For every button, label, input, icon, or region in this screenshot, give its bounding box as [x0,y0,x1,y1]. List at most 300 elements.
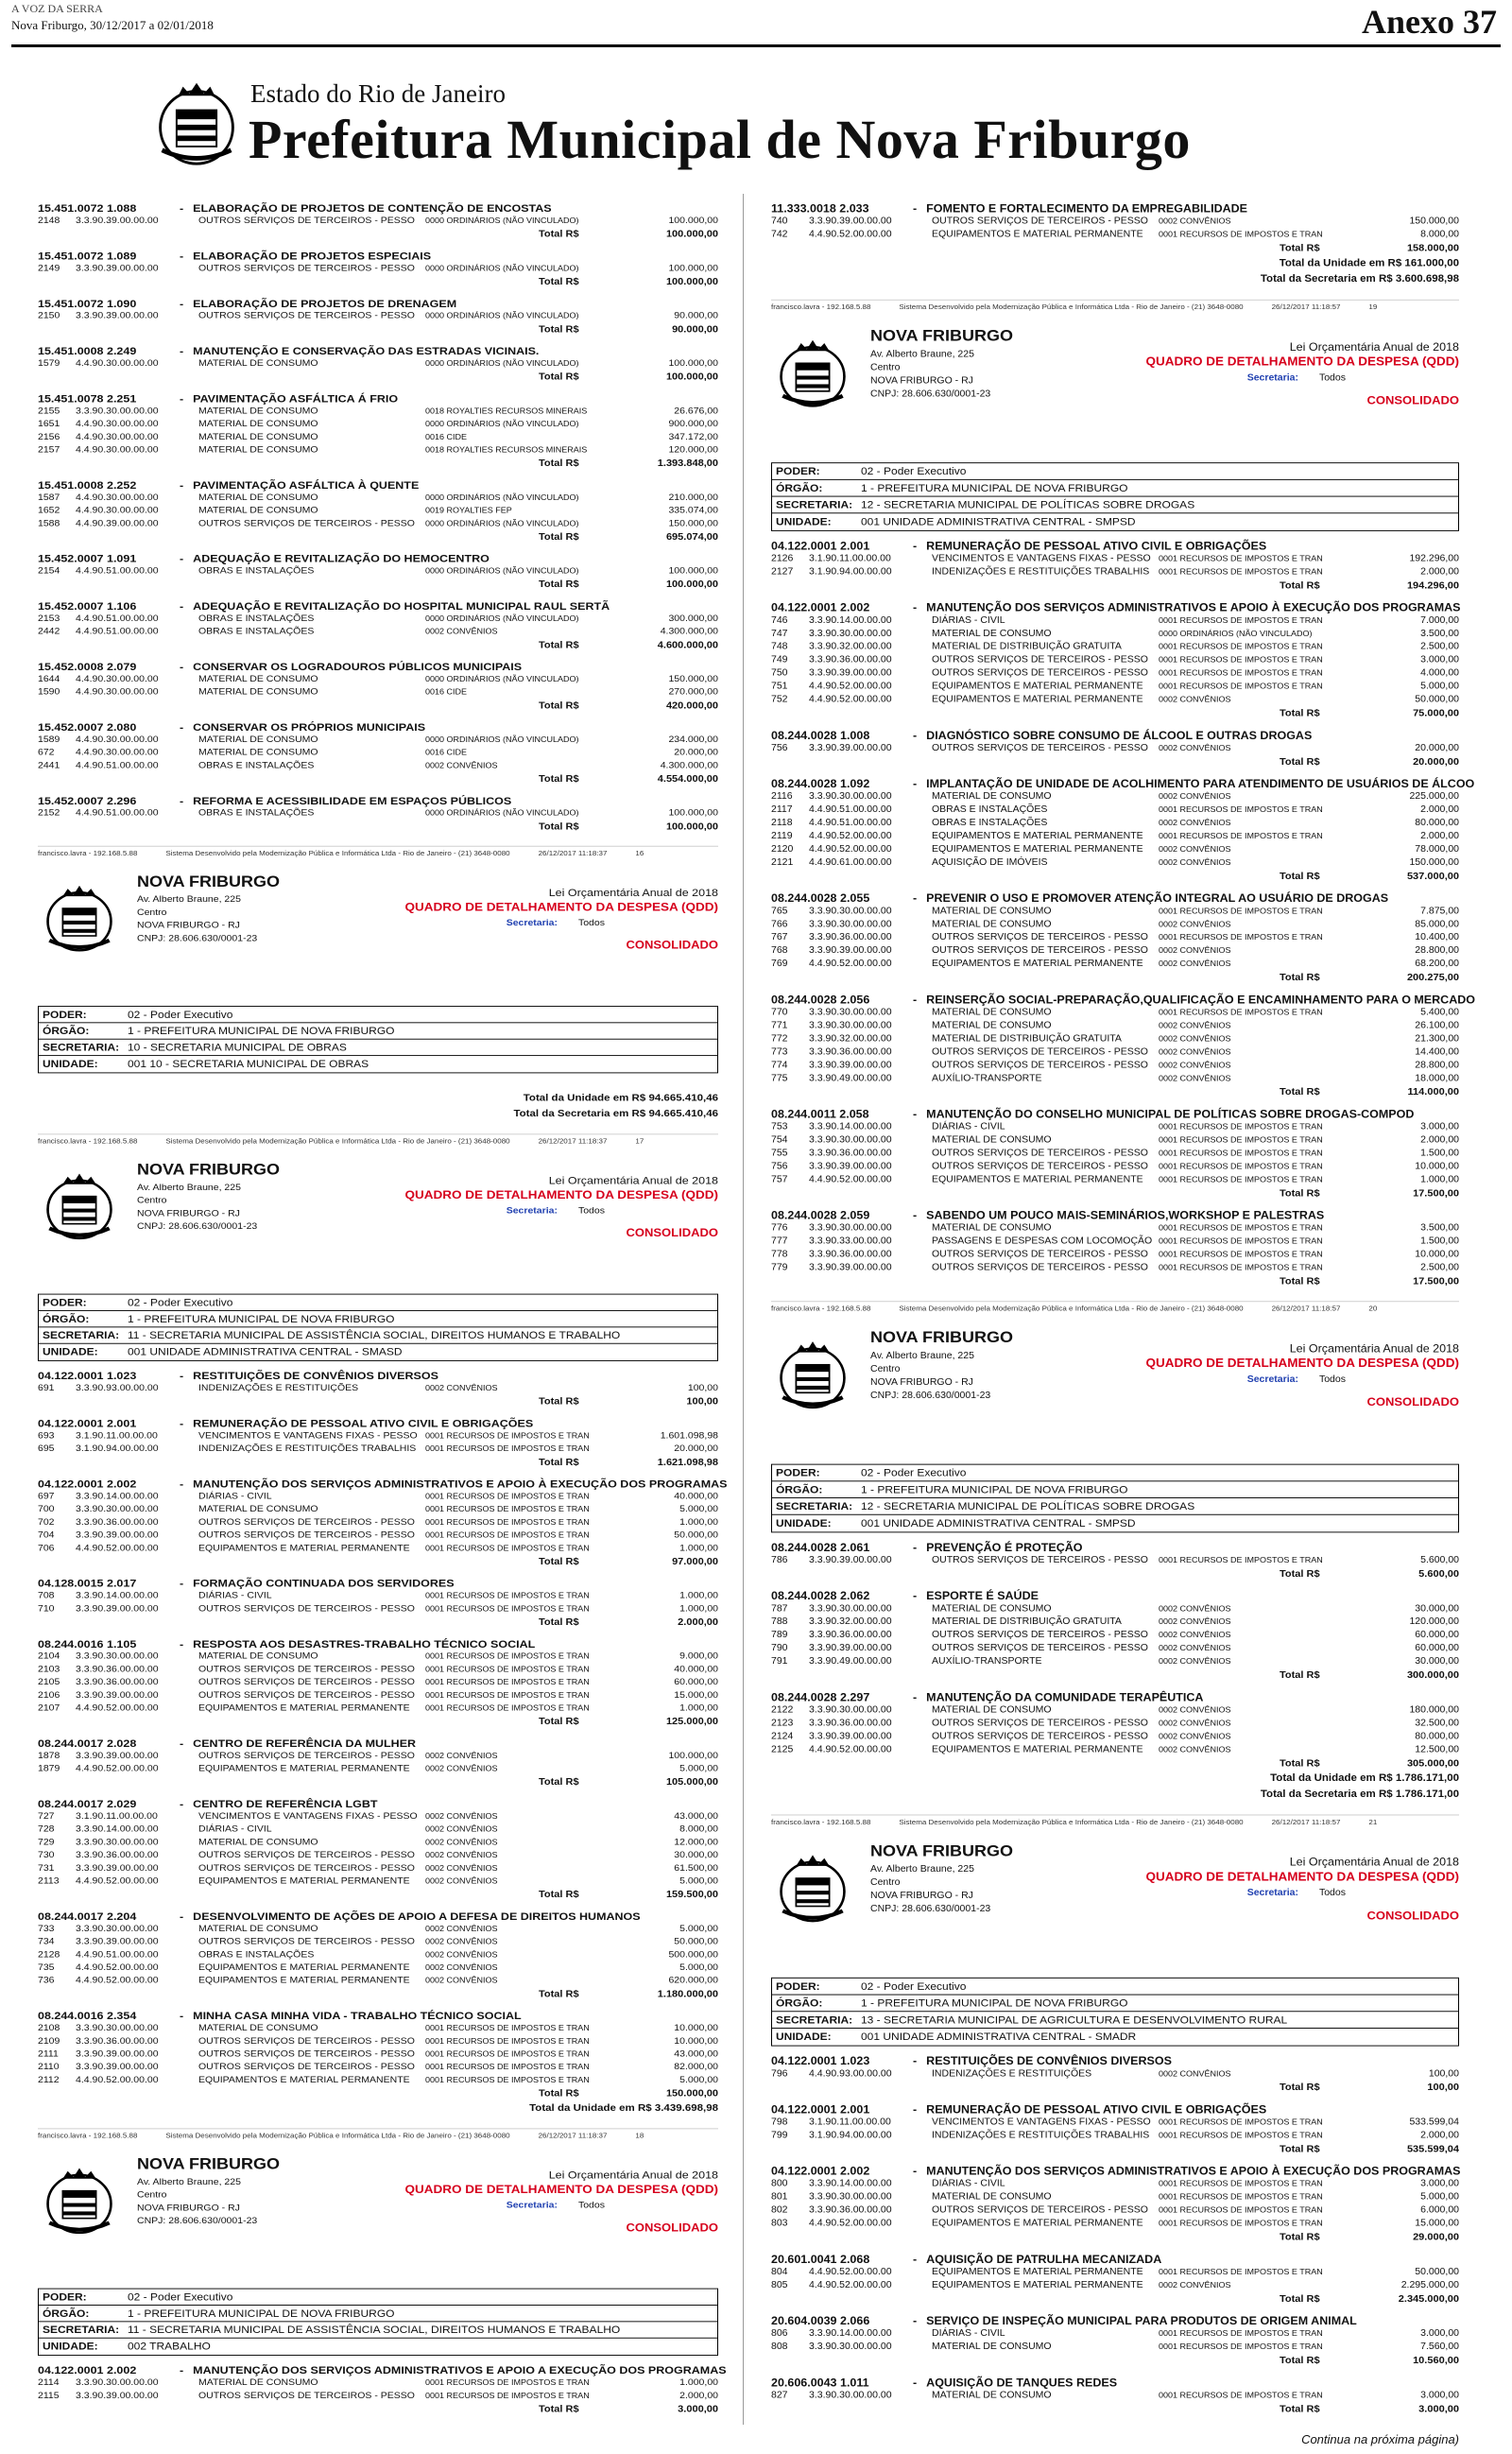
natureza-desc: DIÁRIAS - CIVIL [198,1823,272,1835]
natureza-desc: EQUIPAMENTOS E MATERIAL PERMANENTE [932,694,1143,705]
total-value: 2.000,00 [678,1616,718,1628]
total-value: 20.000,00 [1413,756,1459,768]
row-id: 777 [771,1236,788,1247]
row-id: 786 [771,1554,788,1565]
footer-date: 26/12/2017 11:18:37 [538,1137,608,1146]
field-value: 001 UNIDADE ADMINISTRATIVA CENTRAL - SMPSD [861,515,1136,528]
lei-title: Lei Orçamentária Anual de 2018 [548,886,718,899]
natureza-code: 4.4.90.52.00.00.00 [809,1174,892,1185]
natureza-desc: MATERIAL DE CONSUMO [198,1650,318,1662]
total-value: 2.345.000,00 [1398,2293,1459,2305]
natureza-desc: OUTROS SERVIÇOS DE TERCEIROS - PESSO [198,2035,415,2047]
table-row [771,817,1459,830]
fonte-recurso: 0001 RECURSOS DE IMPOSTOS E TRAN [1159,567,1323,577]
table-row [38,1875,718,1888]
table-row [771,1006,1459,1019]
action-separator: - [913,2376,918,2390]
fonte-recurso: 0002 CONVÊNIOS [425,761,498,770]
natureza-desc: OUTROS SERVIÇOS DE TERCEIROS - PESSO [198,1529,415,1541]
fonte-recurso: 0002 CONVÊNIOS [425,1949,498,1960]
total-label: Total R$ [539,229,579,240]
natureza-code: 4.4.90.52.00.00.00 [76,1543,159,1554]
valor: 7.000,00 [1420,614,1459,626]
row-id: 2111 [38,2048,59,2060]
fonte-recurso: 0002 CONVÊNIOS [1159,1744,1231,1754]
table-row [771,1730,1459,1743]
fonte-recurso: 0001 RECURSOS DE IMPOSTOS E TRAN [425,1431,590,1441]
address-line: Av. Alberto Braune, 225 [137,2176,241,2187]
district: Centro [137,2189,167,2201]
valor: 5.000,00 [679,2074,718,2085]
row-id: 740 [771,216,788,227]
row-id: 756 [771,742,788,753]
prefeitura-title: Prefeitura Municipal de Nova Friburgo [249,109,1191,170]
valor: 150.000,00 [1409,856,1459,868]
table-row [771,804,1459,817]
action-title: MANUTENÇÃO DOS SERVIÇOS ADMINISTRATIVOS E APOIO À EXECUÇÃO DOS PROGRAMAS [193,1478,728,1491]
valor: 5.400,00 [1420,1007,1459,1018]
row-id: 2110 [38,2061,60,2072]
valor: 8.000,00 [1420,229,1459,240]
field-value: 1 - PREFEITURA MUNICIPAL DE NOVA FRIBURGO [128,1025,395,1037]
table-row [38,1516,718,1529]
natureza-code: 4.4.90.52.00.00.00 [76,1961,159,1973]
city: NOVA FRIBURGO - RJ [137,1208,240,1219]
action-title: REFORMA E ACESSIBILIDADE EM ESPAÇOS PÚBLICOS [193,794,512,807]
row-id: 2149 [38,263,60,274]
action-title: AQUISIÇÃO DE PATRULHA MECANIZADA [926,2253,1162,2266]
qdd-title: QUADRO DE DETALHAMENTO DA DESPESA (QDD) [404,2183,718,2196]
action-title: FOMENTO E FORTALECIMENTO DA EMPREGABILIDADE [926,202,1247,216]
table-row [38,564,718,578]
fonte-recurso: 0001 RECURSOS DE IMPOSTOS E TRAN [425,1504,590,1513]
table-row [38,2390,718,2403]
action-total [771,2292,1459,2307]
consolidado-label: CONSOLIDADO [626,1226,718,1239]
valor: 100.000,00 [668,1750,718,1761]
valor: 18.000,00 [1415,1072,1459,1084]
natureza-code: 4.4.90.51.00.00.00 [76,760,159,771]
total-value: 300.000,00 [1406,1669,1459,1681]
natureza-desc: OUTROS SERVIÇOS DE TERCEIROS - PESSO [932,944,1148,957]
poder-line [772,463,1458,480]
field-label: PODER: [776,1979,820,1993]
action-total [38,1456,718,1470]
natureza-code: 3.3.90.36.00.00.00 [809,931,892,943]
row-id: 697 [38,1491,55,1502]
natureza-desc: EQUIPAMENTOS E MATERIAL PERMANENTE [932,830,1143,841]
action-header [771,892,1459,905]
fonte-recurso: 0001 RECURSOS DE IMPOSTOS E TRAN [1159,2192,1323,2202]
right-column [771,194,1475,2416]
action-header [38,1638,718,1650]
valor: 50.000,00 [674,1529,718,1541]
table-row [771,2116,1459,2129]
entity-address [870,348,990,401]
org-info-box [771,462,1459,531]
table-row [38,310,718,323]
natureza-code: 3.3.90.14.00.00.00 [809,1121,892,1132]
total-label: Total R$ [1280,2232,1320,2243]
valor: 150.000,00 [1409,216,1459,227]
valor: 2.000,00 [1420,566,1459,578]
left-column [38,194,728,2416]
valor: 100.000,00 [668,215,718,226]
natureza-desc: EQUIPAMENTOS E MATERIAL PERMANENTE [932,2279,1143,2290]
row-id: 2127 [771,566,794,578]
fonte-recurso: 0001 RECURSOS DE IMPOSTOS E TRAN [1159,1223,1323,1233]
action-header [38,1737,718,1750]
natureza-desc: OBRAS E INSTALAÇÕES [198,626,315,637]
action-title: MINHA CASA MINHA VIDA - TRABALHO TÉCNICO SOCIAL [193,2010,522,2022]
fonte-recurso: 0001 RECURSOS DE IMPOSTOS E TRAN [1159,2390,1323,2400]
natureza-code: 3.3.90.39.00.00.00 [76,215,159,226]
natureza-desc: VENCIMENTOS E VANTAGENS FIXAS - PESSO [198,1430,418,1442]
row-id: 791 [771,1655,788,1667]
qdd-header [38,2155,718,2285]
fonte-recurso: 0000 ORDINÁRIOS (NÃO VINCULADO) [425,614,579,623]
natureza-desc: EQUIPAMENTOS E MATERIAL PERMANENTE [198,1543,410,1554]
table-row [38,215,718,228]
table-row [771,666,1459,680]
row-id: 1589 [38,734,60,745]
fonte-recurso: 0002 CONVÊNIOS [1159,1656,1231,1667]
action-total [38,1715,718,1729]
natureza-desc: OUTROS SERVIÇOS DE TERCEIROS - PESSO [198,1750,415,1761]
natureza-desc: EQUIPAMENTOS E MATERIAL PERMANENTE [932,1174,1143,1185]
fonte-recurso: 0002 CONVÊNIOS [1159,1060,1231,1070]
total-label: Total R$ [1280,2082,1320,2093]
row-id: 775 [771,1072,788,1084]
natureza-desc: MATERIAL DE CONSUMO [198,1837,318,1848]
action-title: SABENDO UM POUCO MAIS-SEMINÁRIOS,WORKSHOP E PALESTRAS [926,1209,1325,1222]
natureza-desc: OUTROS SERVIÇOS DE TERCEIROS - PESSO [198,215,415,226]
natureza-code: 4.4.90.30.00.00.00 [76,505,159,516]
table-row [38,405,718,418]
secretaria-filter-label: Secretaria: [1246,1374,1298,1385]
action-code: 08.244.0028 2.061 [771,1541,870,1554]
action-title: MANUTENÇÃO DOS SERVIÇOS ADMINISTRATIVOS E APOIO A EXECUÇÃO DOS PROGRAMAS [193,2364,727,2376]
fonte-recurso: 0002 CONVÊNIOS [1159,1020,1231,1030]
table-row [771,1554,1459,1567]
action-code: 15.451.0072 1.090 [38,297,137,310]
action-total [38,1616,718,1630]
natureza-desc: MATERIAL DE CONSUMO [198,1503,318,1514]
fonte-recurso: 0002 CONVÊNIOS [1159,2280,1231,2290]
fonte-recurso: 0000 ORDINÁRIOS (NÃO VINCULADO) [425,216,579,225]
natureza-desc: OUTROS SERVIÇOS DE TERCEIROS - PESSO [932,1046,1148,1058]
action-header [771,1542,1459,1554]
action-separator: - [913,2165,918,2178]
table-row [38,431,718,444]
fonte-recurso: 0001 RECURSOS DE IMPOSTOS E TRAN [1159,2342,1323,2351]
total-label: Total R$ [1280,2403,1320,2415]
prefeitura-banner [151,68,1380,181]
row-id: 2118 [771,817,793,828]
valor: 80.000,00 [1415,1730,1459,1742]
action-total [38,2086,718,2100]
natureza-code: 3.3.90.39.00.00.00 [76,1603,159,1615]
valor: 300.000,00 [668,613,718,624]
row-id: 2104 [38,1650,60,1662]
action-header [771,1691,1459,1703]
natureza-code: 4.4.90.52.00.00.00 [76,1763,159,1774]
masthead [11,2,1501,47]
action-total [38,699,718,713]
natureza-desc: OBRAS E INSTALAÇÕES [932,804,1048,815]
natureza-desc: MATERIAL DE CONSUMO [932,790,1052,802]
natureza-code: 3.3.90.30.00.00.00 [809,1007,892,1018]
row-id: 706 [38,1543,55,1554]
secretaria-filter-label: Secretaria: [506,1205,558,1217]
field-label: UNIDADE: [43,1057,98,1070]
table-row [771,1616,1459,1629]
action-code: 04.122.0001 2.001 [38,1417,137,1430]
natureza-desc: MATERIAL DE CONSUMO [198,2376,318,2388]
natureza-desc: OUTROS SERVIÇOS DE TERCEIROS - PESSO [932,1148,1148,1159]
table-row [38,418,718,431]
secretaria-line [772,1498,1458,1515]
natureza-desc: OUTROS SERVIÇOS DE TERCEIROS - PESSO [932,1730,1148,1742]
table-row [38,1823,718,1836]
valor: 1.000,00 [679,1590,718,1601]
footer-system: Sistema Desenvolvido pela Modernização Pública e Informática Ltda - Rio de Janeiro - (21) 3648-0080 [899,302,1244,311]
natureza-desc: DIÁRIAS - CIVIL [198,1590,272,1601]
natureza-code: 4.4.90.52.00.00.00 [809,1743,892,1755]
natureza-desc: MATERIAL DE CONSUMO [932,2389,1052,2401]
action-header [771,2055,1459,2067]
natureza-desc: OUTROS SERVIÇOS DE TERCEIROS - PESSO [932,1554,1148,1565]
valor: 26.676,00 [674,406,718,417]
action-title: ELABORAÇÃO DE PROJETOS ESPECIAIS [193,250,432,263]
fonte-recurso: 0000 ORDINÁRIOS (NÃO VINCULADO) [425,358,579,368]
field-value: 002 TRABALHO [128,2340,211,2353]
natureza-code: 3.3.90.39.00.00.00 [76,2061,159,2072]
natureza-desc: MATERIAL DE CONSUMO [932,905,1052,917]
unidade-line [772,2029,1458,2046]
summary-total: Total da Unidade em R$ 1.786.171,00 [1270,1772,1459,1784]
row-id: 727 [38,1810,55,1822]
table-row [771,215,1459,228]
table-row [771,1248,1459,1261]
table-row [38,1935,718,1948]
natureza-desc: MATERIAL DE CONSUMO [198,418,318,429]
action-title: AQUISIÇÃO DE TANQUES REDES [926,2376,1118,2390]
field-value: 12 - SECRETARIA MUNICIPAL DE POLÍTICAS SOBRE DROGAS [861,498,1195,511]
field-value: 13 - SECRETARIA MUNICIPAL DE AGRICULTURA E DESENVOLVIMENTO RURAL [861,2013,1288,2027]
natureza-code: 3.3.90.39.00.00.00 [76,1936,159,1947]
secretaria-filter-label: Secretaria: [506,2200,558,2211]
field-label: PODER: [43,1296,87,1309]
valor: 150.000,00 [668,518,718,529]
table-row [771,830,1459,843]
row-id: 2125 [771,1743,794,1755]
natureza-code: 3.3.90.39.00.00.00 [809,944,892,957]
field-label: SECRETARIA: [776,498,853,511]
action-title: MANUTENÇÃO DA COMUNIDADE TERAPÊUTICA [926,1691,1204,1704]
valor: 270.000,00 [668,686,718,698]
natureza-code: 3.3.90.36.00.00.00 [76,1516,159,1528]
footer-date: 26/12/2017 11:18:57 [1271,1818,1341,1826]
fonte-recurso: 0001 RECURSOS DE IMPOSTOS E TRAN [425,2036,590,2046]
action-title: PREVENIR O USO E PROMOVER ATENÇÃO INTEGRAL AO USUÁRIO DE DROGAS [926,891,1389,905]
natureza-code: 3.3.90.36.00.00.00 [809,2204,892,2216]
natureza-desc: MATERIAL DE DISTRIBUIÇÃO GRATUITA [932,1616,1122,1628]
natureza-code: 3.3.90.39.00.00.00 [76,2390,159,2401]
natureza-code: 4.4.90.52.00.00.00 [76,1875,159,1887]
total-label: Total R$ [539,1776,579,1788]
qdd-title: QUADRO DE DETALHAMENTO DA DESPESA (QDD) [404,1188,718,1201]
total-value: 4.600.000,00 [657,640,718,651]
action-separator: - [913,994,918,1007]
row-id: 2121 [771,856,794,868]
row-id: 1879 [38,1763,60,1774]
natureza-desc: MATERIAL DE CONSUMO [198,747,318,758]
action-title: IMPLANTAÇÃO DE UNIDADE DE ACOLHIMENTO PARA ATENDIMENTO DE USUÁRIOS DE ÁLCOO [926,777,1475,790]
action-title: CONSERVAR OS LOGRADOUROS PÚBLICOS MUNICIPAIS [193,660,523,673]
action-header [771,2254,1459,2266]
table-row [38,1650,718,1664]
natureza-desc: MATERIAL DE DISTRIBUIÇÃO GRATUITA [932,1033,1122,1045]
action-title: PAVIMENTAÇÃO ASFÁLTICA À QUENTE [193,478,420,492]
fonte-recurso: 0002 CONVÊNIOS [425,1976,498,1985]
valor: 3.500,00 [1420,628,1459,639]
action-separator: - [913,2253,918,2266]
row-id: 2441 [38,760,60,771]
action-code: 04.122.0001 2.002 [38,1478,137,1491]
fonte-recurso: 0002 CONVÊNIOS [1159,791,1231,802]
natureza-desc: OUTROS SERVIÇOS DE TERCEIROS - PESSO [932,931,1148,943]
natureza-code: 3.3.90.39.00.00.00 [76,310,159,321]
natureza-desc: OUTROS SERVIÇOS DE TERCEIROS - PESSO [198,1676,415,1687]
total-value: 1.393.848,00 [657,458,718,469]
natureza-desc: MATERIAL DE CONSUMO [198,673,318,684]
total-label: Total R$ [539,1616,579,1628]
natureza-desc: MATERIAL DE CONSUMO [932,1704,1052,1716]
table-row [38,1702,718,1715]
field-label: SECRETARIA: [43,1329,120,1341]
table-row [38,1689,718,1702]
cnpj: CNPJ: 28.606.630/0001-23 [870,1390,991,1401]
action-code: 15.451.0072 1.088 [38,202,137,215]
natureza-desc: EQUIPAMENTOS E MATERIAL PERMANENTE [198,1875,410,1887]
qdd-title: QUADRO DE DETALHAMENTO DA DESPESA (QDD) [1145,1356,1459,1370]
natureza-code: 4.4.90.52.00.00.00 [809,2266,892,2277]
fonte-recurso: 0001 RECURSOS DE IMPOSTOS E TRAN [1159,2179,1323,2188]
table-row [38,1862,718,1875]
table-row [771,1019,1459,1032]
secretaria-filter-value: Todos [577,917,605,928]
table-row [38,1429,718,1443]
org-info-box [38,1006,718,1073]
row-id: 2115 [38,2390,60,2401]
row-id: 1588 [38,518,60,529]
fonte-recurso: 0001 RECURSOS DE IMPOSTOS E TRAN [1159,642,1323,651]
footer-user: francisco.lavra - 192.168.5.88 [38,849,138,857]
valor: 1.000,00 [679,2376,718,2388]
secretaria-filter-value: Todos [1318,1374,1346,1385]
natureza-desc: MATERIAL DE CONSUMO [198,2022,318,2033]
total-label: Total R$ [539,821,579,833]
action-code: 08.244.0028 2.059 [771,1209,870,1222]
fonte-recurso: 0001 RECURSOS DE IMPOSTOS E TRAN [425,1544,590,1553]
fonte-recurso: 0002 CONVÊNIOS [425,1924,498,1933]
action-code: 15.452.0007 2.296 [38,794,137,807]
action-separator: - [913,202,918,216]
row-id: 765 [771,905,788,917]
row-id: 774 [771,1059,788,1071]
entity-name: NOVA FRIBURGO [137,2154,280,2173]
valor: 82.000,00 [674,2061,718,2072]
poder-line [39,1295,717,1311]
action-code: 08.244.0016 1.105 [38,1637,137,1650]
field-value: 02 - Poder Executivo [861,1466,967,1479]
unidade-line [772,513,1458,530]
field-value: 11 - SECRETARIA MUNICIPAL DE ASSISTÊNCIA SOCIAL, DIREITOS HUMANOS E TRABALHO [128,2324,621,2336]
action-separator: - [180,1737,184,1750]
valor: 40.000,00 [674,1664,718,1675]
valor: 12.500,00 [1415,1743,1459,1755]
valor: 28.800,00 [1415,944,1459,957]
fonte-recurso: 0001 RECURSOS DE IMPOSTOS E TRAN [1159,1175,1323,1184]
field-value: 02 - Poder Executivo [861,464,967,478]
total-value: 159.500,00 [665,1889,718,1900]
table-row [771,693,1459,706]
table-row [38,1762,718,1775]
table-row [771,2067,1459,2081]
table-row [38,1849,718,1862]
field-value: 1 - PREFEITURA MUNICIPAL DE NOVA FRIBURGO [861,1996,1128,2010]
field-value: 001 UNIDADE ADMINISTRATIVA CENTRAL - SMASD [128,1345,403,1358]
fonte-recurso: 0002 CONVÊNIOS [1159,1718,1231,1728]
natureza-code: 3.3.90.30.00.00.00 [809,918,892,930]
total-label: Total R$ [1280,1669,1320,1681]
municipal-seal-icon [771,334,854,411]
row-id: 2113 [38,1875,60,1887]
valor: 10.000,00 [1415,1161,1459,1172]
total-value: 3.000,00 [678,2404,718,2415]
row-id: 2150 [38,310,60,321]
row-id: 693 [38,1430,55,1442]
org-info-box [38,2289,718,2356]
row-id: 752 [771,694,788,705]
valor: 120.000,00 [668,444,718,456]
fonte-recurso: 0002 CONVÊNIOS [1159,695,1231,704]
cnpj: CNPJ: 28.606.630/0001-23 [137,2215,258,2226]
field-label: SECRETARIA: [776,2013,853,2027]
newspaper-name: A VOZ DA SERRA [11,2,103,15]
valor: 5.000,00 [679,1875,718,1887]
action-separator: - [913,1691,918,1704]
footer-user: francisco.lavra - 192.168.5.88 [771,1304,871,1313]
footer-page: 19 [1368,302,1378,311]
fonte-recurso: 0002 CONVÊNIOS [1159,1033,1231,1044]
action-separator: - [913,1541,918,1554]
row-id: 748 [771,641,788,652]
natureza-desc: AUXÍLIO-TRANSPORTE [932,1072,1042,1084]
orgao-line [772,1996,1458,2013]
action-title: MANUTENÇÃO DOS SERVIÇOS ADMINISTRATIVOS E APOIO À EXECUÇÃO DOS PROGRAMAS [926,2165,1461,2178]
natureza-desc: MATERIAL DE CONSUMO [198,1923,318,1934]
action-header [771,730,1459,742]
action-code: 04.122.0001 2.002 [771,2165,870,2178]
action-total [38,457,718,471]
secretaria-line [39,1327,717,1343]
table-row [38,625,718,638]
action-header [38,1798,718,1810]
row-id: 766 [771,918,788,930]
row-id: 1587 [38,492,60,503]
